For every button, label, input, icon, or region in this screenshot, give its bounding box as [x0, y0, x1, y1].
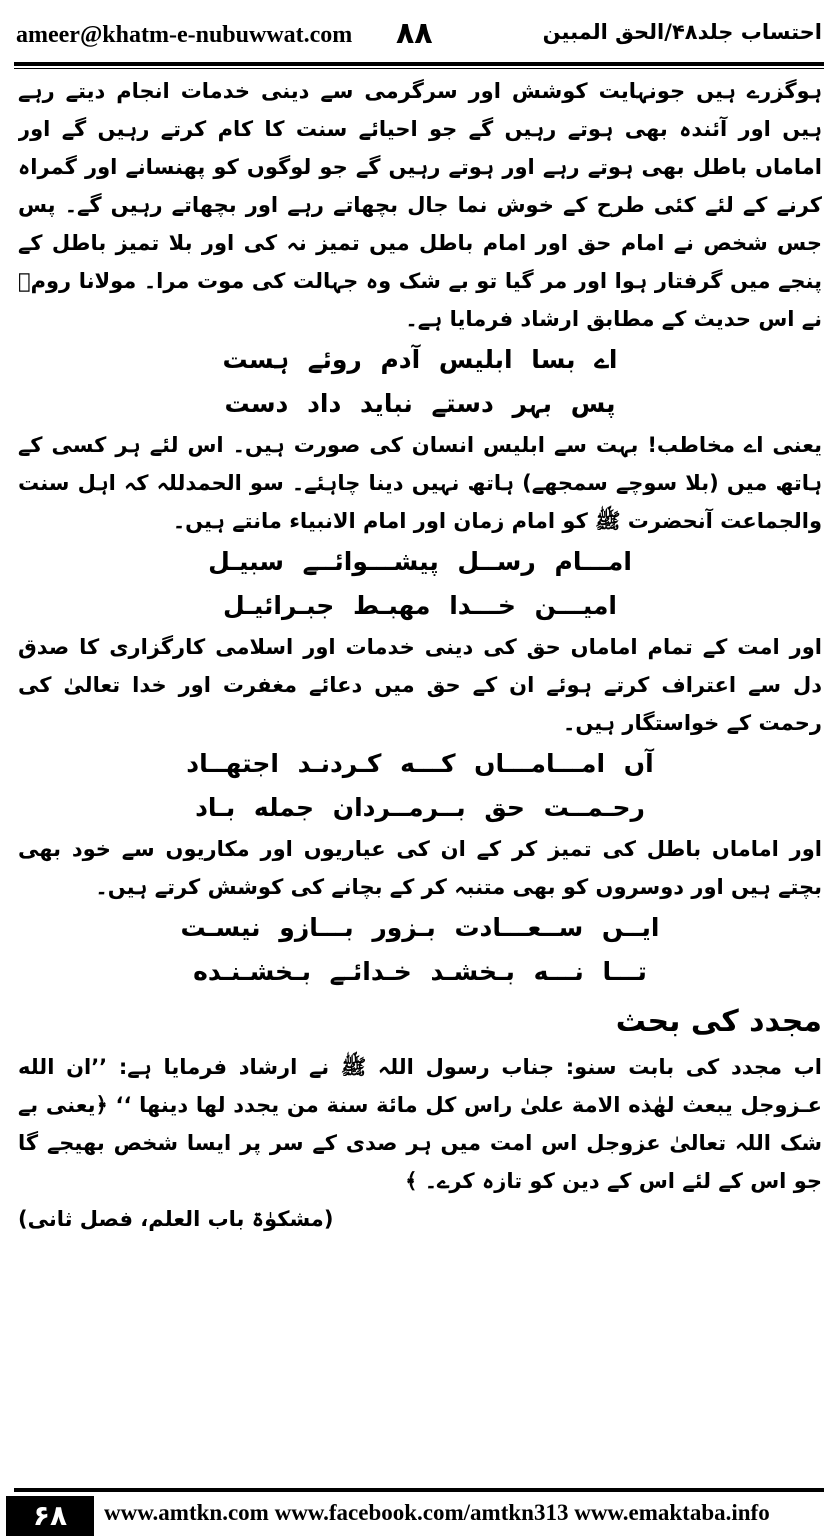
- header-rule-thick: [14, 62, 824, 66]
- footer-links: www.amtkn.com www.facebook.com/amtkn313 www.emaktaba.info: [104, 1500, 770, 1525]
- verse-2-line-2: امیـــن خـــدا مهبـط جبـرائیـل: [222, 591, 617, 620]
- citation: (مشکوٰۃ باب العلم، فصل ثانی): [18, 1207, 334, 1231]
- page-header: [16, 18, 822, 60]
- header-rule-thin: [14, 68, 824, 69]
- section-heading: مجدد کی بحث: [615, 1004, 822, 1039]
- verse-3-line-2: رحـمــت حق بــرمــردان جمله بـاد: [195, 793, 645, 822]
- citation-row: [18, 1200, 822, 1238]
- footer-page-number: ۶۸: [6, 1496, 94, 1536]
- verse-3-line-1: آں امـــامـــاں کـــه کـردنـد اجتهــاد: [186, 749, 654, 778]
- paragraph-5: اب مجدد کی بابت سنو: جناب رسول اللہ ﷺ نے ارشاد فرمایا ہے: ’’ان الله عـزوجل یبعث لهٰذه الامة علیٰ راس کل مائة سنة من یجدد لها دینها ‘‘ ﴿یعنی بے شک اللہ تعالیٰ عزوجل اس امت میں ہر صدی کے سر پر ایسا شخص بھیجے گا جو اس کے لئے اس کے دین کو تازہ کرے۔ ﴾: [18, 1055, 822, 1193]
- verse-4-line-2: تـــا نـــه بـخشـد خـدائـے بـخشـنـده: [193, 957, 647, 986]
- paragraph-3: اور امت کے تمام اماماں حق کی دینی خدمات اور اسلامی کارگزاری کا صدق دل سے اعتراف کرتے ہوئے ان کے حق میں دعائے مغفرت اور خدا تعالیٰ کی رحمت کے خواستگار ہیں۔: [18, 635, 822, 735]
- page-body: [18, 72, 822, 1477]
- paragraph-4: اور اماماں باطل کی تمیز کر کے ان کی عیاریوں اور مکاریوں سے خود بھی بچتے ہیں اور دوسروں کو بھی متنبہ کر کے بچانے کی کوشش کرتے ہیں۔: [18, 837, 822, 899]
- footer-rule: [14, 1488, 824, 1492]
- paragraph-2: یعنی اے مخاطب! بہت سے ابلیس انسان کی صورت ہیں۔ اس لئے ہر کسی کے ہاتھ میں (بلا سوچے سمجھے) ہاتھ نہیں دینا چاہئے۔ سو الحمدللہ کہ اہل سنت والجماعت آنحضرت ﷺ کو امام زمان اور امام الانبیاء مانتے ہیں۔: [18, 433, 822, 533]
- verse-4-line-1: ایــں ســعـــادت بـزور بـــازو نیسـت: [180, 913, 660, 942]
- header-running-title: احتساب جلد۴۸/الحق المبین: [542, 20, 822, 44]
- verse-1-line-2: پس بہر دستے نباید داد دست: [224, 389, 616, 418]
- paragraph-1: ہوگزرے ہیں جونہایت کوشش اور سرگرمی سے دینی خدمات انجام دیتے رہے ہیں اور آئندہ بھی ہوتے رہیں گے جو احیائے سنت کا کام کرتے رہیں گے اور اماماں باطل بھی ہوتے رہے اور ہوتے رہیں گے جو لوگوں کو پھنسانے اور گمراہ کرنے کے لئے کئی طرح کے خوش نما جال بچھاتے رہے اور بچھاتے رہیں گے۔ پس جس شخص نے امام حق اور امام باطل میں تمیز نہ کی اور بلا تمیز باطل کے پنجے میں گرفتار ہوا اور مر گیا تو بے شک وہ جہالت کی موت مرا۔ مولانا رومؒ نے اس حدیث کے مطابق ارشاد فرمایا ہے۔: [18, 79, 822, 331]
- header-email: ameer@khatm-e-nubuwwat.com: [16, 22, 353, 48]
- verse-1-line-1: اے بسا ابلیس آدم روئے ہست: [222, 345, 618, 374]
- verse-2-line-1: امـــام رســل پیشـــوائــے سبیـل: [208, 547, 632, 576]
- header-page-number: ۸۸: [396, 16, 433, 51]
